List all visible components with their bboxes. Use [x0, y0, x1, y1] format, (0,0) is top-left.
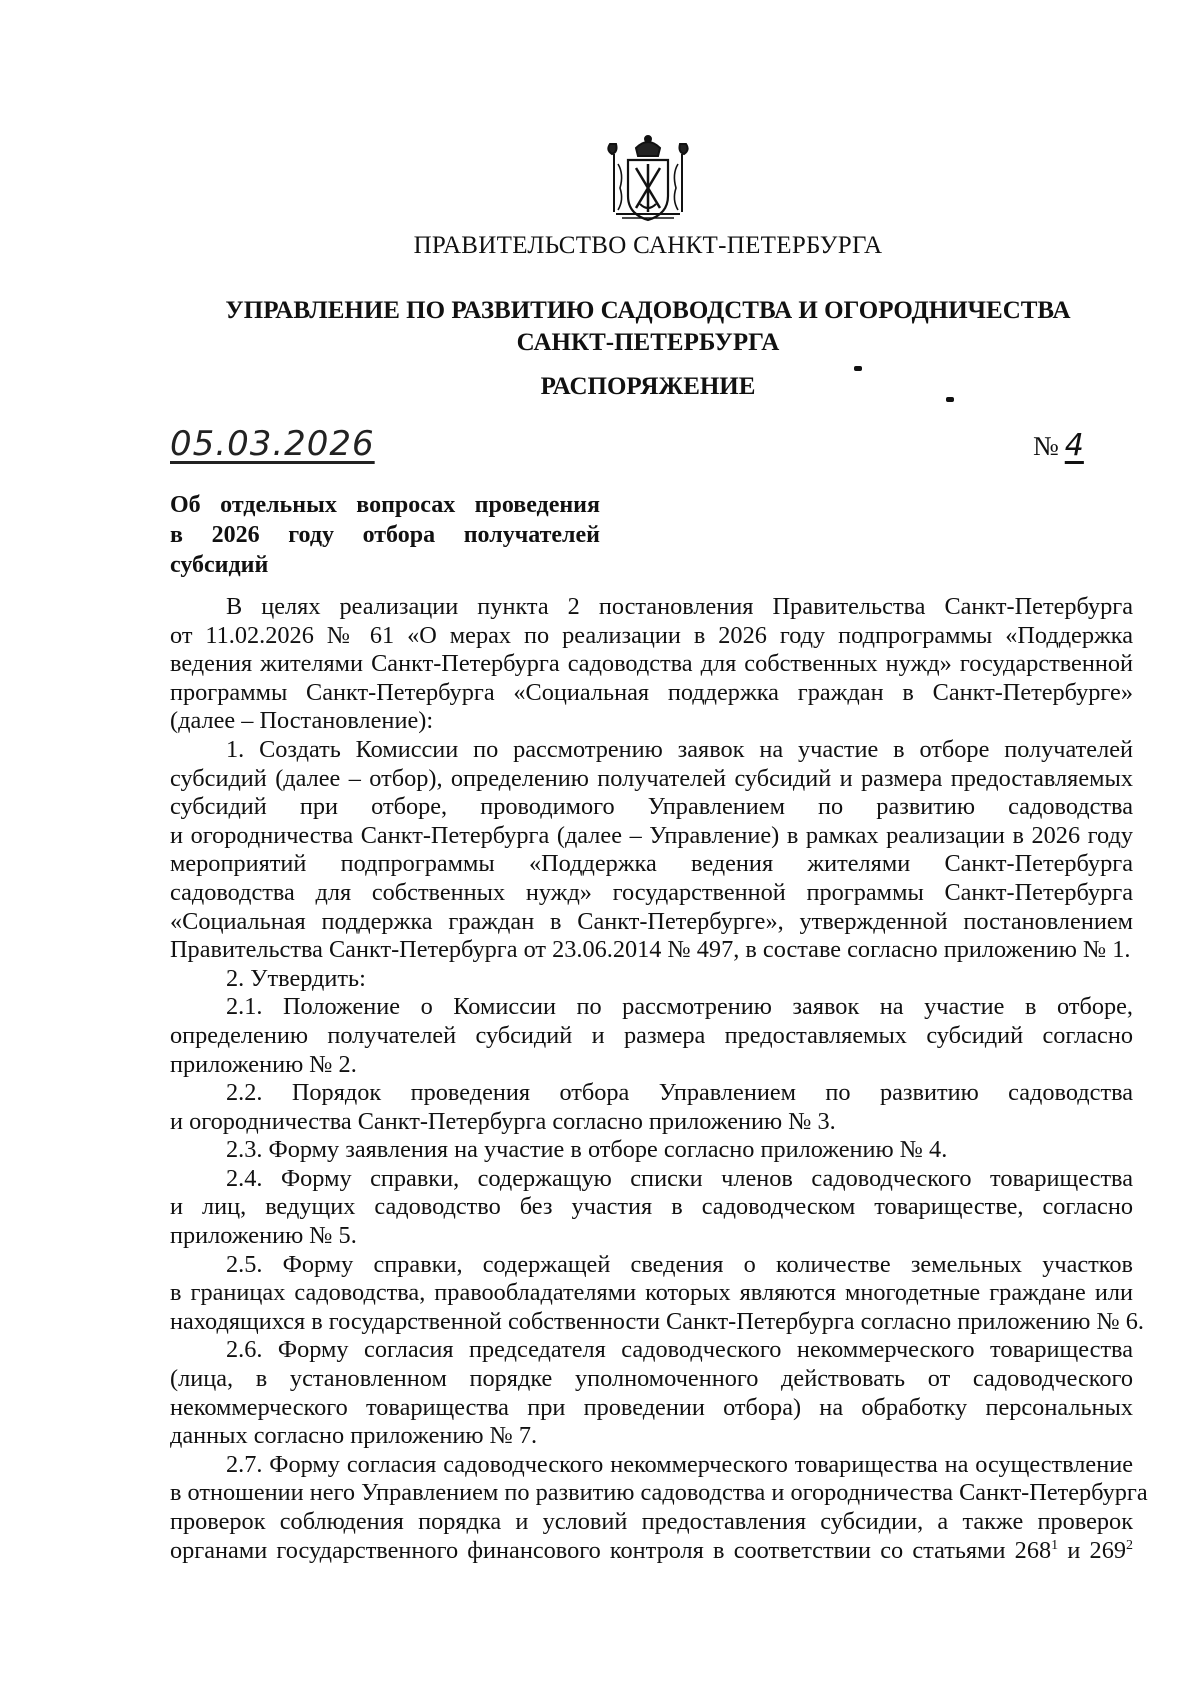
body-line: (далее – Постановление):	[170, 707, 434, 735]
body-text: и 269	[1058, 1536, 1126, 1564]
body-line: 2.7. Форму согласия садоводческого некоммерческого товарищества на осуществление	[226, 1450, 1133, 1478]
subject-line: Об отдельных вопросах проведения	[170, 492, 600, 518]
body-line: В целях реализации пункта 2 постановления Правительства Санкт-Петербурга	[226, 593, 1133, 620]
number-value: 4	[1064, 428, 1084, 463]
body-text: органами государственного финансового контроля в соответствии со статьями 268	[170, 1536, 1052, 1564]
body-line: от 11.02.2026 № 61 «О мерах по реализации в 2026 году подпрограммы «Поддержка	[170, 621, 1133, 649]
body-line: субсидий (далее – отбор), определению получателей субсидий и размера предоставляемых	[170, 764, 1133, 792]
subject-line: в 2026 году отбора получателей	[170, 522, 600, 548]
document-subject	[170, 490, 600, 580]
body-line: и лиц, ведущих садоводство без участия в садоводческом товариществе, согласно	[170, 1193, 1133, 1221]
department-title-line: УПРАВЛЕНИЕ ПО РАЗВИТИЮ САДОВОДСТВА И ОГОРОДНИЧЕСТВА	[225, 297, 1071, 324]
saint-petersburg-coat-of-arms-icon	[600, 134, 696, 228]
body-line: некоммерческого товарищества при проведении отбора) на обработку персональных	[170, 1393, 1133, 1421]
department-title	[48, 295, 1200, 359]
scan-speck	[946, 397, 954, 402]
document-body	[170, 593, 1148, 1565]
body-line: в границах садоводства, правообладателями которых являются многодетные граждане или	[170, 1279, 1133, 1307]
scan-speck	[854, 366, 862, 371]
subject-line: субсидий	[170, 552, 269, 578]
body-line: садоводства для собственных нужд» государственной программы Санкт-Петербурга	[170, 878, 1133, 906]
body-line: проверок соблюдения порядка и условий предоставления субсидии, а также проверок	[170, 1508, 1133, 1535]
body-line: «Социальная поддержка граждан в Санкт-Петербурге», утвержденной постановлением	[170, 907, 1133, 935]
body-line: 1. Создать Комиссии по рассмотрению заявок на участие в отборе получателей	[226, 735, 1133, 763]
body-line: 2.5. Форму справки, содержащей сведения о количестве земельных участков	[226, 1250, 1133, 1278]
body-line: определению получателей субсидий и размера предоставляемых субсидий согласно	[170, 1021, 1133, 1049]
document-date: 05.03.2026	[170, 424, 375, 464]
body-line: 2. Утвердить:	[226, 964, 366, 992]
body-line: и огородничества Санкт-Петербурга (далее – Управление) в рамках реализации в 2026 году	[170, 821, 1133, 849]
body-line: мероприятий подпрограммы «Поддержка ведения жителями Санкт-Петербурга	[170, 850, 1133, 878]
government-title: ПРАВИТЕЛЬСТВО САНКТ-ПЕТЕРБУРГА	[413, 232, 883, 259]
superscript: 1	[1051, 1537, 1059, 1553]
body-line: ведения жителями Санкт-Петербурга садоводства для собственных нужд» государственной	[170, 650, 1133, 678]
number-label: №	[1033, 431, 1059, 461]
body-line: в отношении него Управлением по развитию садоводства и огородничества Санкт-Петербурга	[170, 1479, 1148, 1507]
body-line: данных согласно приложению № 7.	[170, 1422, 538, 1450]
document-type: РАСПОРЯЖЕНИЕ	[540, 373, 756, 400]
document-number	[1033, 428, 1084, 463]
body-line-with-superscripts	[170, 1537, 1133, 1566]
body-line: 2.3. Форму заявления на участие в отборе согласно приложению № 4.	[226, 1136, 948, 1164]
body-line: субсидий при отборе, проводимого Управлением по развитию садоводства	[170, 793, 1133, 821]
body-line: приложению № 5.	[170, 1222, 357, 1250]
body-line: 2.6. Форму согласия председателя садоводческого некоммерческого товарищества	[226, 1336, 1133, 1364]
body-line: Правительства Санкт-Петербурга от 23.06.2014 № 497, в составе согласно приложению № 1.	[170, 936, 1131, 964]
body-line: (лица, в установленном порядке уполномоченного действовать от садоводческого	[170, 1365, 1133, 1393]
body-line: находящихся в государственной собственности Санкт-Петербурга согласно приложению № 6.	[170, 1307, 1145, 1335]
department-title-line: САНКТ-ПЕТЕРБУРГА	[516, 329, 780, 356]
body-line: программы Санкт-Петербурга «Социальная поддержка граждан в Санкт-Петербурге»	[170, 678, 1133, 706]
superscript: 2	[1126, 1537, 1133, 1553]
body-line: 2.1. Положение о Комиссии по рассмотрению заявок на участие в отборе,	[226, 993, 1133, 1021]
body-line: приложению № 2.	[170, 1050, 357, 1078]
body-line: 2.2. Порядок проведения отбора Управлением по развитию садоводства	[226, 1079, 1133, 1107]
body-line: и огородничества Санкт-Петербурга согласно приложению № 3.	[170, 1107, 836, 1135]
body-line: 2.4. Форму справки, содержащую списки членов садоводческого товарищества	[226, 1164, 1133, 1192]
